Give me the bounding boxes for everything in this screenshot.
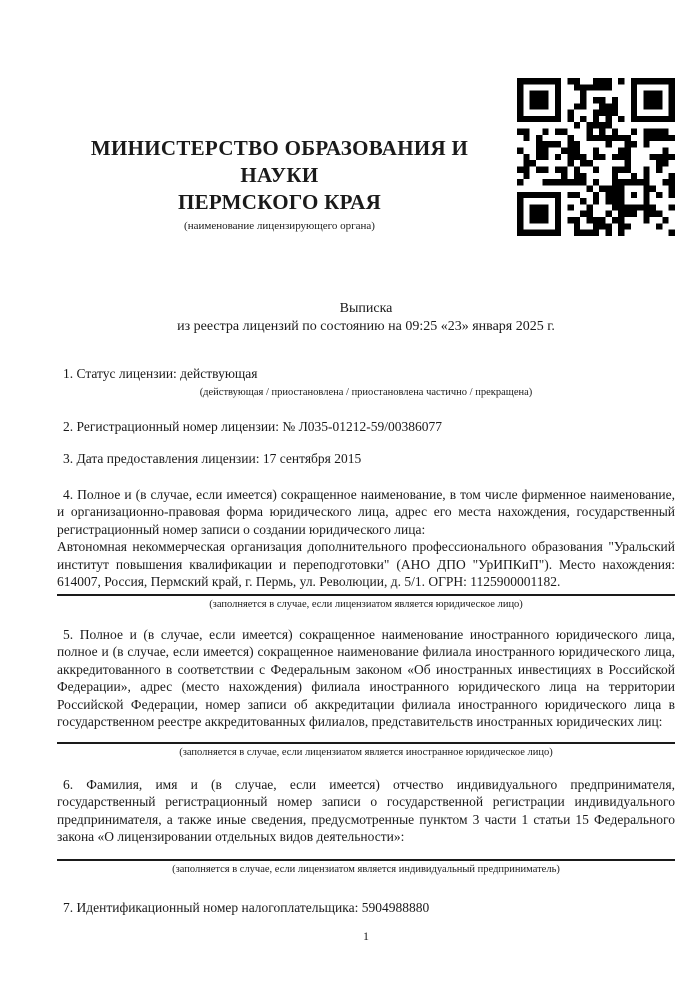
item-license-status-caption: (действующая / приостановлена / приостановлена частично / прекращена): [199, 386, 533, 398]
item-taxpayer-number: 7. Идентификационный номер налогоплательщика: 5904988880: [63, 899, 430, 915]
item-foreign-entity-caption: (заполняется в случае, если лицензиатом является иностранное юридическое лицо): [179, 746, 553, 758]
item-license-date: 3. Дата предоставления лицензии: 17 сентября 2015: [63, 451, 362, 466]
document-title: [57, 300, 675, 336]
item-individual-entrepreneur: 6. Фамилия, имя и (в случае, если имеется) отчество индивидуального предпринимателя, государственный регистрационный номер записи о государственной регистрации индивидуального предпринимателя, а также иные сведения, предусмотренные пунктом 3 части 1 статьи 15 Федерального закона «О лицензировании отдельных видов деятельности»:: [57, 776, 675, 844]
document-header: [57, 78, 675, 236]
item-license-status: 1. Статус лицензии: действующая: [63, 366, 258, 381]
ministry-name-line1: МИНИСТЕРСТВО ОБРАЗОВАНИЯ И НАУКИ: [90, 136, 469, 187]
ministry-name-line2: ПЕРМСКОГО КРАЯ: [177, 190, 382, 214]
item-legal-entity-answer: Автономная некоммерческая организация дополнительного профессионального образования "Уральский институт повышения квалификации и переподготовки" (АНО ДПО "УрИПКиП"). Место нахождения: 614007, Россия, Пермский край, г. Пермь, ул. Революции, д. 5/1. ОГРН: 1125900001182.: [57, 539, 675, 589]
item-individual-entrepreneur-caption: (заполняется в случае, если лицензиатом является индивидуальный предприниматель): [172, 863, 560, 875]
ministry-name: [57, 135, 502, 216]
document-title-line2: из реестра лицензий по состоянию на 09:25 «23» января 2025 г.: [177, 319, 555, 334]
qr-code: [517, 78, 675, 236]
ministry-caption: (наименование лицензирующего органа): [184, 220, 375, 232]
page-number: 1: [363, 929, 369, 943]
licensing-authority-block: [57, 78, 502, 232]
item-foreign-entity: 5. Полное и (в случае, если имеется) сокращенное наименование иностранного юридического лица, полное и (в случае, если имеется) сокращенное наименование филиала иностранного юридического лица, аккредитованного в соответствии с Федеральным законом «Об иностранных инвестициях в Российской Федерации», адрес (место нахождения) филиала иностранного юридического лица на территории Российской Федерации, номер записи об аккредитации филиала иностранного юридического лица в государственном реестре аккредитованных филиалов, представительств иностранных юридических лиц:: [57, 626, 675, 729]
item-legal-entity: [57, 486, 675, 591]
item-legal-entity-question: 4. Полное и (в случае, если имеется) сокращенное наименование, в том числе фирменное наименование, и организационно-правовая форма юридического лица, адрес его места нахождения, государственный регистрационный номер записи о создании юридического лица:: [57, 486, 675, 537]
fill-line-legal-entity: [57, 594, 675, 596]
item-legal-entity-caption: (заполняется в случае, если лицензиатом является юридическое лицо): [209, 598, 523, 610]
qr-code-image: [517, 78, 675, 236]
document-title-line1: Выписка: [339, 301, 393, 316]
fill-line-individual-entrepreneur: [57, 859, 675, 861]
fill-line-foreign-entity: [57, 742, 675, 744]
item-registration-number: 2. Регистрационный номер лицензии: № Л035-01212-59/00386077: [63, 418, 443, 434]
